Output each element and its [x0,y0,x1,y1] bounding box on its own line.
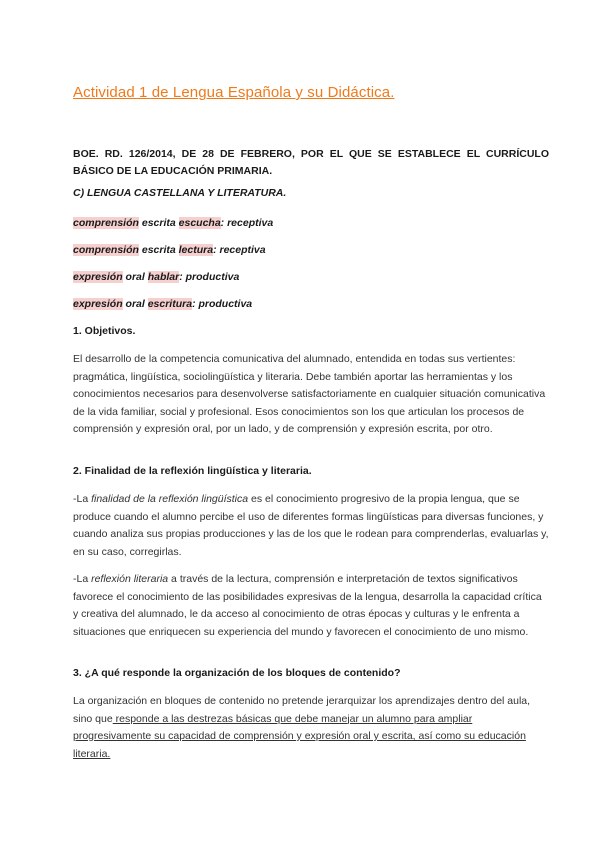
document-title: Actividad 1 de Lengua Española y su Didáctica. [73,84,395,101]
objetivos-paragraph: El desarrollo de la competencia comunicativa del alumnado, entendida en todas sus vertientes: pragmática, lingüística, sociolingüística y literaria. Debe también aportar las herramientas y los conocimientos necesarios para desenvolverse satisfactoriamente en cualquier situación comunicativa de la vida familiar, social y profesional. Esos conocimientos son los que articulan los procesos de comprensión y expresión oral, por un lado, y de comprensión y expresión escrita, por otro. [73,353,546,435]
highlight-term: expresión [73,298,123,310]
paragraph-lead: La organización en bloques de contenido no pretende jerarquizar los aprendizajes dentro del aula, sino que [73,695,531,725]
section-c-heading: C) LENGUA CASTELLANA Y LITERATURA. [73,187,287,199]
finalidad-heading: 2. Finalidad de la reflexión lingüística y literaria. [73,465,312,477]
boe-reference: BOE. RD. 126/2014, DE 28 DE FEBRERO, POR EL QUE SE ESTABLECE EL CURRÍCULO BÁSICO DE LA EDUCACIÓN PRIMARIA. [73,148,549,177]
competency-line [73,244,266,256]
emphasis-term: reflexión literaria [91,573,169,585]
highlight-skill: hablar [147,271,180,283]
objetivos-heading: 1. Objetivos. [73,325,136,337]
organizacion-paragraph [73,693,549,763]
emphasis-term: finalidad de la reflexión lingüística [91,493,249,505]
finalidad-paragraph-2 [73,571,549,641]
competency-type: : productiva [192,298,253,310]
highlight-term: comprensión [73,217,139,229]
competency-type: : receptiva [220,217,274,229]
paragraph-text: a través de la lectura, comprensión e interpretación de textos significativos favorece el conocimiento de las posibilidades expresivas de la lengua, desarrolla la capacidad crítica y creativa del alumnado, le da acceso al conocimiento de otras épocas y culturas y le enfrenta a situaciones que enriquecen su experiencia del mundo y favorecen el conocimiento de uno mismo. [73,573,542,638]
organizacion-heading: 3. ¿A qué responde la organización de los bloques de contenido? [73,667,401,679]
highlight-skill: escucha [178,217,221,229]
competency-type: : receptiva [213,244,266,256]
highlight-skill: escritura [147,298,193,310]
paragraph-lead: -La [73,573,92,585]
competency-middle: oral [122,298,148,310]
highlight-skill: lectura [178,244,214,256]
paragraph-lead: -La [73,493,92,505]
finalidad-paragraph-1 [73,491,549,561]
competency-type: : productiva [179,271,240,283]
competency-line [73,217,273,229]
highlight-term: expresión [73,271,123,283]
competency-line [73,271,239,283]
competency-middle: escrita [138,217,179,229]
competency-middle: oral [122,271,148,283]
underlined-text: responde a las destrezas básicas que debe manejar un alumno para ampliar progresivamente su capacidad de comprensión y expresión oral y escrita, así como su educación literaria. [73,712,526,760]
competency-middle: escrita [138,244,179,256]
competency-line [73,298,252,310]
paragraph-text: es el conocimiento progresivo de la propia lengua, que se produce cuando el alumno percibe el uso de diferentes formas lingüísticas para diversas funciones, y cuando analiza sus propias producciones y las de los que le rodean para comprenderlas, evaluarlas y, en su caso, corregirlas. [73,493,549,558]
highlight-term: comprensión [73,244,139,256]
